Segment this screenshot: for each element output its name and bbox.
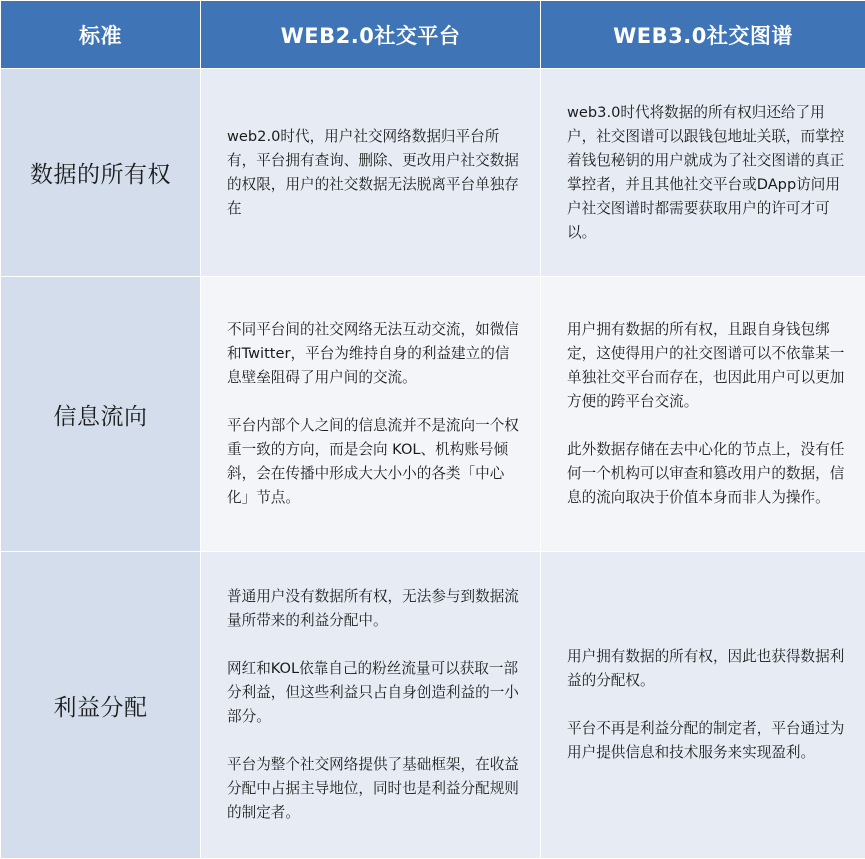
header-criteria: 标准 bbox=[1, 1, 201, 69]
cell-paragraph: 此外数据存储在去中心化的节点上，没有任何一个机构可以审查和篡改用户的数据，信息的流向取决于价值本身而非人为操作。 bbox=[567, 438, 845, 510]
table-body bbox=[1, 69, 865, 859]
table-row bbox=[1, 277, 865, 552]
header-web3: WEB3.0社交图谱 bbox=[541, 1, 865, 69]
web3-cell bbox=[541, 552, 865, 859]
cell-paragraph: 平台不再是利益分配的制定者，平台通过为用户提供信息和技术服务来实现盈利。 bbox=[567, 717, 845, 765]
cell-paragraph: 不同平台间的社交网络无法互动交流，如微信和Twitter，平台为维持自身的利益建立的信息壁垒阻碍了用户间的交流。 bbox=[227, 318, 520, 390]
table-header bbox=[1, 1, 865, 69]
cell-paragraph: 用户拥有数据的所有权，且跟自身钱包绑定，这使得用户的社交图谱可以不依靠某一单独社交平台而存在，也因此用户可以更加方便的跨平台交流。 bbox=[567, 318, 845, 414]
cell-paragraph: 普通用户没有数据所有权，无法参与到数据流量所带来的利益分配中。 bbox=[227, 585, 520, 633]
header-row bbox=[1, 1, 865, 69]
web3-cell bbox=[541, 69, 865, 277]
web2-cell bbox=[201, 552, 541, 859]
header-web2: WEB2.0社交平台 bbox=[201, 1, 541, 69]
cell-paragraph: 平台内部个人之间的信息流并不是流向一个权重一致的方向，而是会向 KOL、机构账号倾斜，会在传播中形成大大小小的各类「中心化」节点。 bbox=[227, 414, 520, 510]
web2-cell bbox=[201, 69, 541, 277]
cell-paragraph: web2.0时代，用户社交网络数据归平台所有，平台拥有查询、删除、更改用户社交数据的权限，用户的社交数据无法脱离平台单独存在 bbox=[227, 125, 520, 221]
table-row bbox=[1, 69, 865, 277]
cell-paragraph: 用户拥有数据的所有权，因此也获得数据利益的分配权。 bbox=[567, 645, 845, 693]
cell-paragraph: web3.0时代将数据的所有权归还给了用户，社交图谱可以跟钱包地址关联，而掌控着钱包秘钥的用户就成为了社交图谱的真正掌控者，并且其他社交平台或DApp访问用户社交图谱时都需要获取用户的许可才可以。 bbox=[567, 101, 845, 245]
cell-paragraph: 平台为整个社交网络提供了基础框架，在收益分配中占据主导地位，同时也是利益分配规则的制定者。 bbox=[227, 753, 520, 825]
row-label-info-flow: 信息流向 bbox=[1, 277, 201, 552]
row-label-benefit-distribution: 利益分配 bbox=[1, 552, 201, 859]
web2-cell bbox=[201, 277, 541, 552]
row-label-data-ownership: 数据的所有权 bbox=[1, 69, 201, 277]
web3-cell bbox=[541, 277, 865, 552]
cell-paragraph: 网红和KOL依靠自己的粉丝流量可以获取一部分利益，但这些利益只占自身创造利益的一小部分。 bbox=[227, 657, 520, 729]
table-row bbox=[1, 552, 865, 859]
